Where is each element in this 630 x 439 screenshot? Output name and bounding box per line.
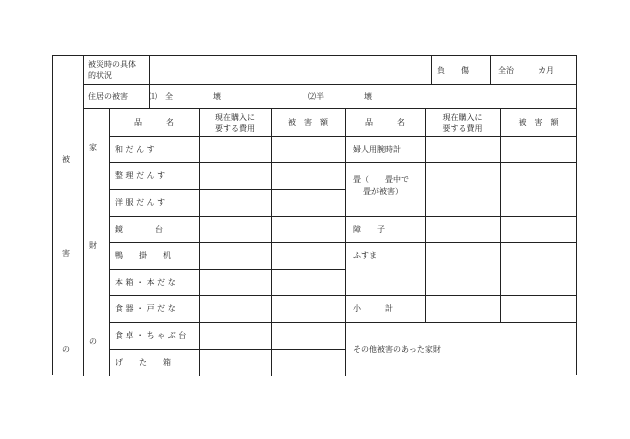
row-divider bbox=[109, 242, 345, 243]
situation-label: 的状況 bbox=[88, 71, 112, 80]
row-divider bbox=[109, 216, 345, 217]
col-divider bbox=[425, 108, 426, 322]
item-label: 畳（ 畳中で bbox=[353, 175, 409, 184]
header-damage: 被 害 額 bbox=[518, 118, 559, 127]
category-label-char: の bbox=[89, 337, 97, 346]
item-label: 鴨 掛 机 bbox=[115, 251, 171, 260]
header-item: 品 名 bbox=[134, 118, 174, 127]
row-divider bbox=[83, 108, 577, 109]
col-divider bbox=[271, 108, 272, 376]
header-cost: 現在購入に bbox=[215, 113, 255, 122]
col-divider bbox=[500, 108, 501, 322]
row-divider bbox=[109, 189, 345, 190]
header-damage: 被 害 額 bbox=[288, 118, 328, 127]
item-label: ふすま bbox=[353, 251, 377, 260]
col-divider bbox=[431, 56, 432, 84]
row-divider bbox=[345, 162, 577, 163]
row-divider bbox=[345, 322, 577, 323]
situation-label: 被災時の具体 bbox=[88, 60, 136, 69]
col-divider bbox=[109, 108, 110, 376]
item-label: 鏡 台 bbox=[115, 225, 163, 234]
category-label-char: 家 bbox=[89, 143, 97, 152]
category-label-char: 財 bbox=[89, 241, 97, 250]
item-label: 和 だ ん す bbox=[115, 145, 155, 154]
col-divider bbox=[490, 56, 491, 84]
row-divider bbox=[109, 295, 345, 296]
row-divider bbox=[345, 295, 577, 296]
item-label: 畳が被害） bbox=[363, 187, 403, 196]
header-cost: 要する費用 bbox=[215, 124, 255, 133]
item-label: 障 子 bbox=[353, 225, 385, 234]
housing-option-full: ⑴ 全 壊 bbox=[149, 92, 221, 101]
row-divider bbox=[345, 216, 577, 217]
item-label: 食 器 ・ 戸 だ な bbox=[115, 304, 176, 313]
item-label: 食 卓 ・ ち ゃ ぶ 台 bbox=[115, 331, 187, 340]
other-items-label: その他被害のあった家財 bbox=[353, 345, 441, 354]
row-divider bbox=[109, 136, 345, 137]
side-label-char: 害 bbox=[62, 249, 70, 258]
item-label: 整 理 だ ん す bbox=[115, 171, 166, 180]
housing-option-half: ⑵半 壊 bbox=[308, 92, 372, 101]
header-cost: 要する費用 bbox=[442, 124, 483, 133]
damage-form-table bbox=[52, 55, 577, 375]
header-item: 品 名 bbox=[365, 118, 405, 127]
item-label: 婦人用腕時計 bbox=[353, 145, 401, 154]
row-divider bbox=[345, 136, 577, 137]
subtotal-label: 小 計 bbox=[353, 304, 393, 313]
injury-label: 負 傷 bbox=[437, 66, 469, 75]
housing-damage-label: 住居の被害 bbox=[88, 92, 128, 101]
col-divider bbox=[83, 56, 84, 376]
row-divider bbox=[109, 322, 345, 323]
header-cost: 現在購入に bbox=[442, 113, 483, 122]
row-divider bbox=[83, 84, 577, 85]
injury-duration: 全治 カ月 bbox=[498, 66, 554, 75]
col-divider bbox=[199, 108, 200, 376]
item-label: げ た 箱 bbox=[115, 358, 171, 367]
row-divider bbox=[345, 242, 577, 243]
col-divider bbox=[345, 108, 346, 376]
side-label-char: の bbox=[62, 345, 70, 354]
item-label: 洋 服 だ ん す bbox=[115, 198, 166, 207]
row-divider bbox=[109, 162, 345, 163]
row-divider bbox=[109, 349, 345, 350]
item-label: 本 箱 ・ 本 だ な bbox=[115, 278, 176, 287]
side-label-char: 被 bbox=[62, 155, 70, 164]
row-divider bbox=[109, 269, 345, 270]
